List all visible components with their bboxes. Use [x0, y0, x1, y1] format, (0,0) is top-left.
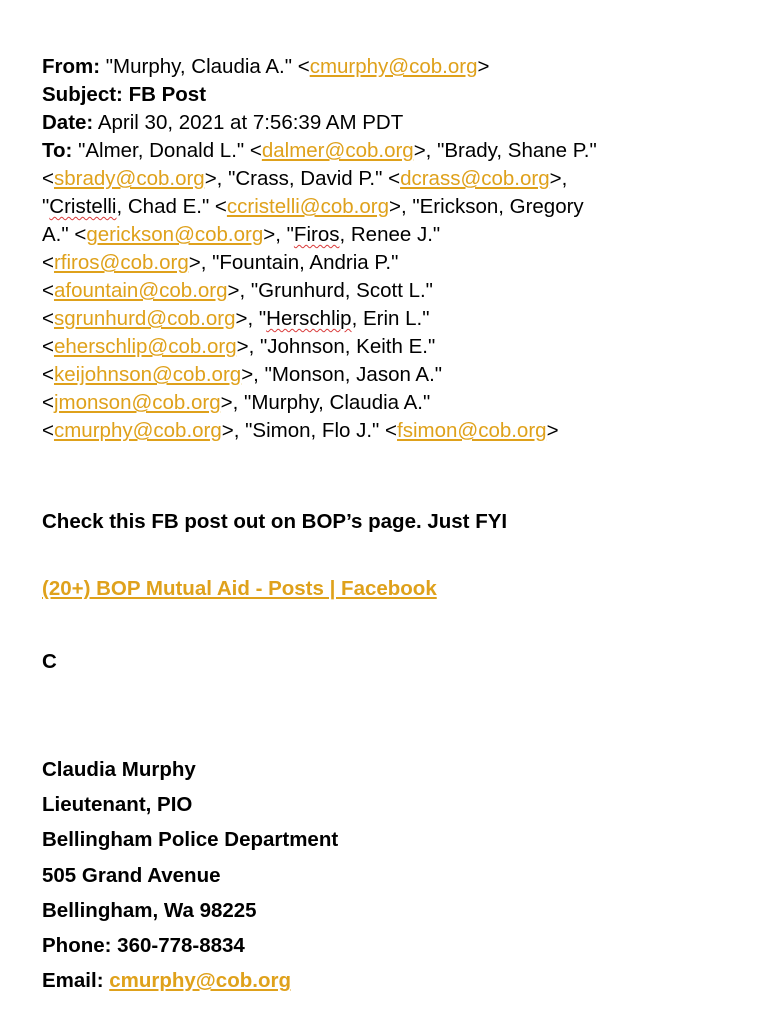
to-line: <eherschlip@cob.org>, "Johnson, Keith E." — [42, 335, 436, 358]
to-line: <cmurphy@cob.org>, "Simon, Flo J." <fsimon@cob.org> — [42, 419, 559, 442]
recipient-email-link[interactable]: eherschlip@cob.org — [53, 335, 237, 358]
to-label: To: — [42, 139, 73, 162]
recipient-email-link[interactable]: jmonson@cob.org — [53, 391, 221, 414]
recipient-email-link[interactable]: dalmer@cob.org — [261, 139, 414, 162]
recipient-email-link[interactable]: ccristelli@cob.org — [226, 195, 389, 218]
recipient-email-link[interactable]: cmurphy@cob.org — [53, 419, 222, 442]
from-line: From: "Murphy, Claudia A." <cmurphy@cob.org> — [42, 55, 490, 78]
from-label: From: — [42, 55, 101, 78]
signature-phone: Phone: 360-778-8834 — [42, 934, 245, 958]
recipient-name: "Firos, Renee J." — [286, 223, 441, 246]
email-header — [42, 53, 742, 445]
recipient-name: "Simon, Flo J." — [245, 419, 380, 442]
signature-title: Lieutenant, PIO — [42, 793, 193, 817]
to-line: "Cristelli, Chad E." <ccristelli@cob.org>, "Erickson, Gregory — [42, 195, 584, 218]
date-label: Date: — [42, 111, 94, 134]
subject-line — [42, 81, 742, 109]
signature-email-line — [42, 963, 338, 998]
signature-city: Bellingham, Wa 98225 — [42, 898, 257, 922]
signature-name: Claudia Murphy — [42, 758, 196, 781]
recipient-name: "Crass, David P." — [228, 167, 383, 190]
to-line: <sgrunhurd@cob.org>, "Herschlip, Erin L." — [42, 307, 430, 330]
to-line: <keijohnson@cob.org>, "Monson, Jason A." — [42, 363, 443, 386]
facebook-post-link[interactable]: (20+) BOP Mutual Aid - Posts | Facebook — [42, 577, 437, 600]
message-text: Check this FB post out on BOP’s page. Just FYI — [42, 510, 508, 533]
to-line: <afountain@cob.org>, "Grunhurd, Scott L." — [42, 279, 433, 302]
from-email-link[interactable]: cmurphy@cob.org — [309, 55, 478, 78]
recipient-email-link[interactable]: dcrass@cob.org — [400, 167, 550, 190]
recipient-email-link[interactable]: sbrady@cob.org — [53, 167, 205, 190]
to-line: <jmonson@cob.org>, "Murphy, Claudia A." — [42, 391, 431, 414]
recipient-name: A." — [42, 223, 69, 246]
subject-label: Subject: — [42, 83, 123, 106]
recipient-name: "Cristelli, Chad E." — [42, 195, 210, 218]
date-value: April 30, 2021 at 7:56:39 AM PDT — [97, 111, 404, 134]
subject-value: FB Post — [128, 83, 207, 106]
to-line: <sbrady@cob.org>, "Crass, David P." <dcrass@cob.org>, — [42, 167, 568, 190]
signature-address: 505 Grand Avenue — [42, 863, 221, 887]
from-name: "Murphy, Claudia A." — [105, 55, 293, 78]
recipient-email-link[interactable]: gerickson@cob.org — [86, 223, 264, 246]
recipient-name: "Monson, Jason A." — [264, 363, 443, 386]
spellcheck-word: Cristelli — [49, 195, 117, 218]
recipient-email-link[interactable]: rfiros@cob.org — [53, 251, 189, 274]
to-line: A." <gerickson@cob.org>, "Firos, Renee J." — [42, 223, 441, 246]
recipient-email-link[interactable]: fsimon@cob.org — [397, 419, 547, 442]
to-line: <rfiros@cob.org>, "Fountain, Andria P." — [42, 251, 399, 274]
recipient-email-link[interactable]: keijohnson@cob.org — [53, 363, 242, 386]
date-line — [42, 109, 742, 137]
recipient-name: "Fountain, Andria P." — [212, 251, 399, 274]
recipient-name: "Brady, Shane P." — [437, 139, 597, 162]
recipient-name: "Grunhurd, Scott L." — [250, 279, 433, 302]
sender-initial: C — [42, 650, 57, 673]
recipient-name: "Erickson, Gregory — [412, 195, 584, 218]
recipient-name: "Almer, Donald L." — [78, 139, 245, 162]
recipient-name: "Murphy, Claudia A." — [244, 391, 431, 414]
to-line: To: "Almer, Donald L." <dalmer@cob.org>, "Brady, Shane P." — [42, 139, 597, 162]
signature-department: Bellingham Police Department — [42, 828, 339, 852]
recipient-email-link[interactable]: sgrunhurd@cob.org — [53, 307, 236, 330]
signature-block — [42, 752, 338, 998]
spellcheck-word: Firos — [293, 223, 340, 246]
signature-email-label: Email: — [42, 969, 104, 993]
recipient-email-link[interactable]: afountain@cob.org — [53, 279, 228, 302]
spellcheck-word: Herschlip — [266, 307, 352, 330]
recipient-name: "Herschlip, Erin L." — [258, 307, 430, 330]
signature-email-link[interactable]: cmurphy@cob.org — [109, 969, 291, 993]
recipient-name: "Johnson, Keith E." — [260, 335, 436, 358]
